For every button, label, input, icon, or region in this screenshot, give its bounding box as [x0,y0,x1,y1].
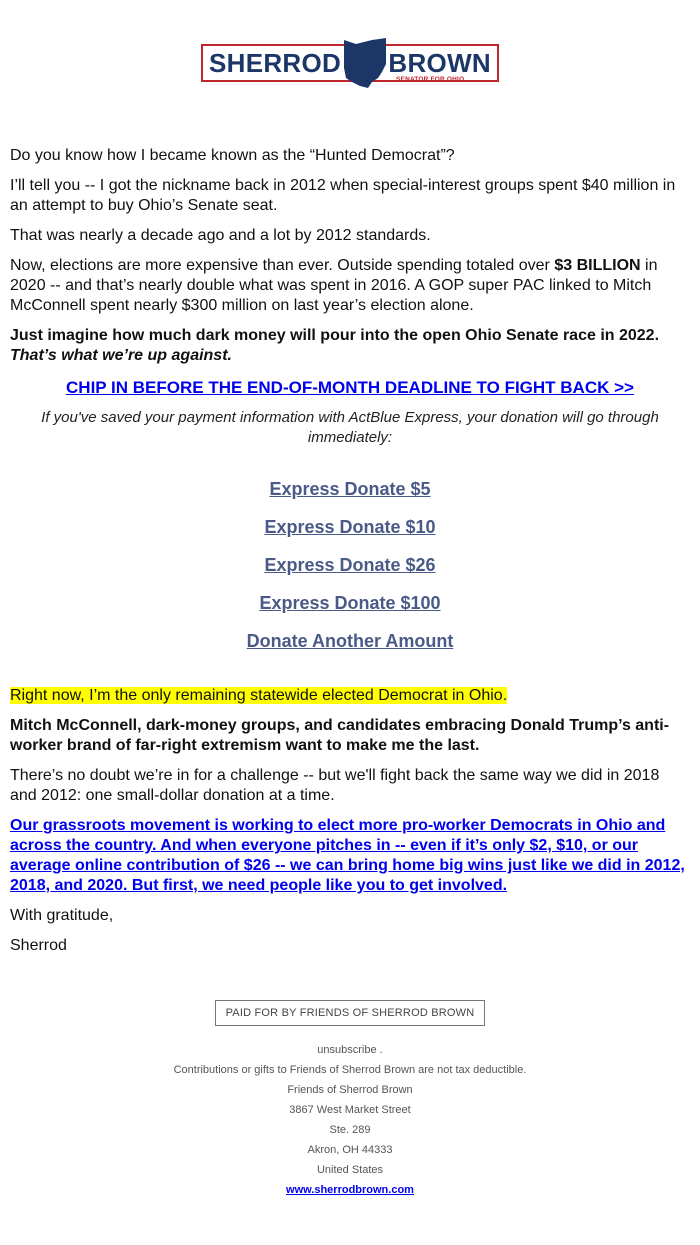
donate-links [10,478,690,668]
signature: Sherrod [10,937,67,954]
spending-amount: $3 BILLION [554,257,641,274]
express-donate-100-link[interactable]: Express Donate $100 [259,593,441,613]
spending-text-c: in 2020 -- and that’s nearly double what was spent in 2016. A GOP super PAC linked to Mitch McConnell spent nearly $300 million on last year’s election alone. [10,257,658,314]
express-donate-10-link[interactable]: Express Donate $10 [264,517,436,537]
org-name: Friends of Sherrod Brown [287,1084,413,1096]
suite: Ste. 289 [329,1124,371,1136]
website-link[interactable]: www.sherrodbrown.com [286,1184,414,1196]
paid-for-box: PAID FOR BY FRIENDS OF SHERROD BROWN [215,1000,486,1026]
paragraph-mcconnell: Mitch McConnell, dark-money groups, and candidates embracing Donald Trump’s anti-worker brand of far-right extremism want to make me the last. [10,717,670,754]
spending-text-a: Now, elections are more expensive than ever. Outside spending totaled over [10,257,555,274]
email-body [10,146,690,966]
paragraph-nickname: I’ll tell you -- I got the nickname back in 2012 when special-interest groups spent $40 million in an attempt to buy Ohio’s Senate seat. [10,177,676,214]
logo-first-name: SHERROD [209,48,342,78]
paragraph-challenge: There’s no doubt we’re in for a challenge -- but we'll fight back the same way we did in 2018 and 2012: one small-dollar donation at a time. [10,767,660,804]
paragraph-intro: Do you know how I became known as the “Hunted Democrat”? [10,147,455,164]
city-state-zip: Akron, OH 44333 [307,1144,393,1156]
unsubscribe-link[interactable]: unsubscribe . [317,1044,383,1056]
paragraph-dark-money [10,326,690,366]
express-donate-5-link[interactable]: Express Donate $5 [269,479,431,499]
country: United States [316,1164,384,1176]
tax-disclaimer: Contributions or gifts to Friends of Sherrod Brown are not tax deductible. [173,1064,527,1076]
donate-another-amount-link[interactable]: Donate Another Amount [246,631,454,651]
header-logo [0,38,700,90]
actblue-note: If you've saved your payment information with ActBlue Express, your donation will go through immediately: [41,409,659,446]
cta-block [10,378,690,398]
paragraph-spending [10,256,690,316]
dark-money-text: Just imagine how much dark money will pour into the open Ohio Senate race in 2022. [10,327,660,344]
paragraph-grassroots [10,816,690,896]
paragraph-highlight [10,686,690,706]
grassroots-link[interactable]: Our grassroots movement is working to elect more pro-worker Democrats in Ohio and across the country. And when everyone pitches in -- even if it’s only $2, $10, or our average online contribution of $26 -- we can bring home big wins just like we did in 2012, 2018, and 2020. But first, we need people like you to get involved. [10,817,685,894]
logo-subtitle: SENATOR FOR OHIO [396,76,465,83]
logo-last-name: BROWN [388,48,491,78]
street-address: 3867 West Market Street [289,1104,411,1116]
highlighted-text: Right now, I’m the only remaining statewide elected Democrat in Ohio. [10,687,508,704]
chip-in-link[interactable]: CHIP IN BEFORE THE END-OF-MONTH DEADLINE TO FIGHT BACK >> [66,378,634,397]
express-donate-26-link[interactable]: Express Donate $26 [264,555,436,575]
dark-money-emphasis: That’s what we’re up against. [10,347,232,364]
closing-text: With gratitude, [10,907,114,924]
paragraph-decade: That was nearly a decade ago and a lot by 2012 standards. [10,227,431,244]
footer [0,1000,700,1200]
ohio-state-icon [342,38,388,90]
